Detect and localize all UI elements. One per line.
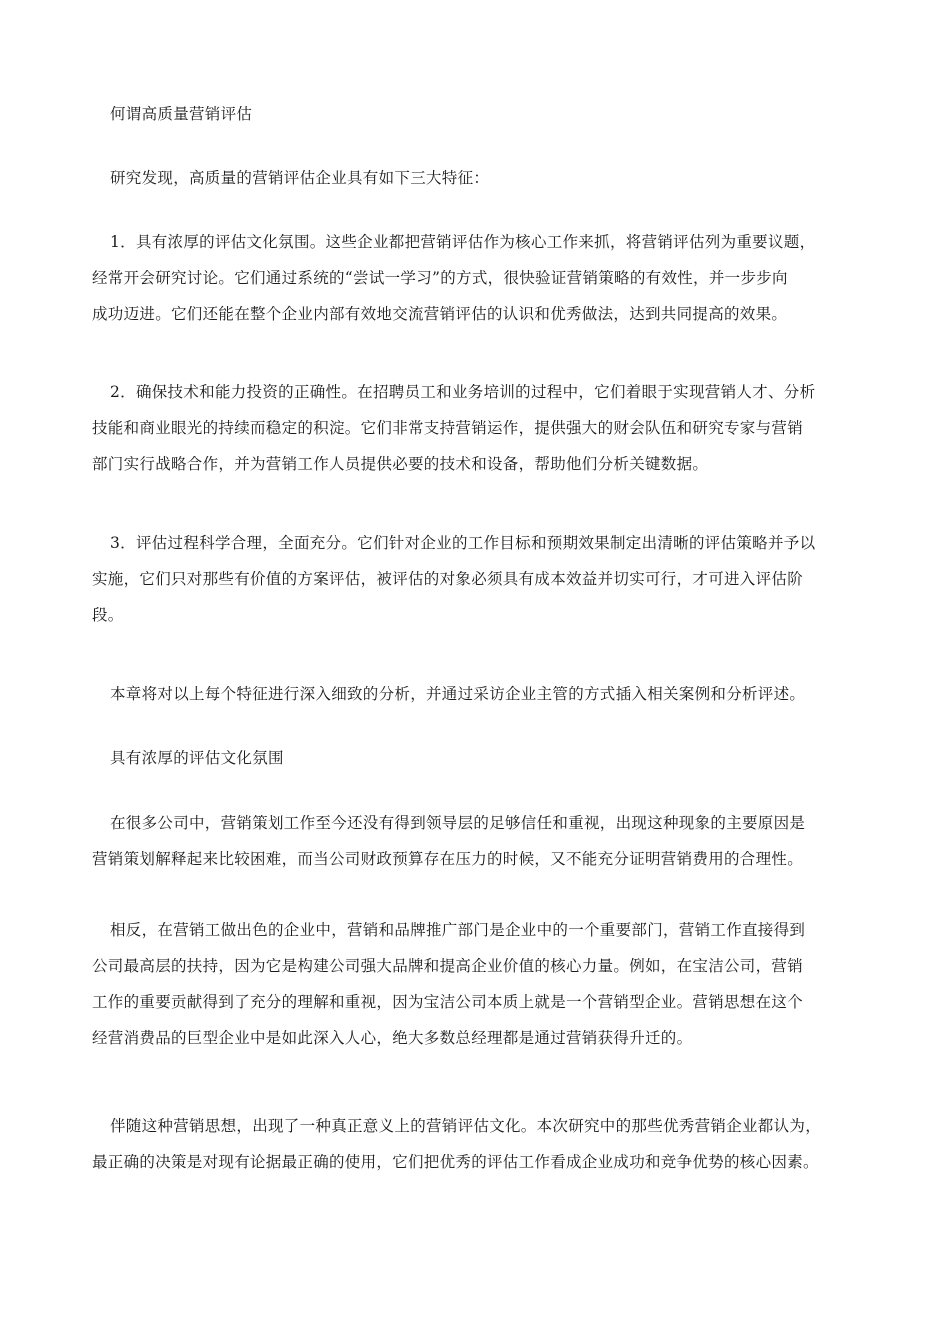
- intro-text: 研究发现，高质量的营销评估企业具有如下三大特征：: [110, 169, 490, 187]
- paragraph-line: 营销策划解释起来比较困难，而当公司财政预算存在压力的时候，又不能充分证明营销费用的合理性。: [92, 850, 804, 868]
- paragraph-line: 1．具有浓厚的评估文化氛围。这些企业都把营销评估作为核心工作来抓，将营销评估列为重要议题，: [110, 233, 816, 251]
- paragraph-line: 工作的重要贡献得到了充分的理解和重视，因为宝洁公司本质上就是一个营销型企业。营销思想在这个: [92, 993, 804, 1011]
- intro-paragraph: [92, 160, 862, 196]
- heading-high-quality-evaluation: [92, 96, 862, 132]
- paragraph-line: 3．评估过程科学合理，全面充分。它们针对企业的工作目标和预期效果制定出清晰的评估策略并予以: [110, 534, 816, 552]
- paragraph-line: 成功迈进。它们还能在整个企业内部有效地交流营销评估的认识和优秀做法，达到共同提高的效果。: [92, 305, 788, 323]
- paragraph-line: 技能和商业眼光的持续而稳定的积淀。它们非常支持营销运作，提供强大的财会队伍和研究专家与营销: [92, 419, 804, 437]
- point-2-paragraph: [92, 374, 862, 482]
- paragraph-line: 伴随这种营销思想，出现了一种真正意义上的营销评估文化。本次研究中的那些优秀营销企业都认为，: [110, 1117, 822, 1135]
- chapter-note-paragraph: [92, 676, 862, 712]
- paragraph-line: 相反，在营销工做出色的企业中，营销和品牌推广部门是企业中的一个重要部门，营销工作直接得到: [110, 921, 806, 939]
- paragraph-line: 最正确的决策是对现有论据最正确的使用，它们把优秀的评估工作看成企业成功和竞争优势的核心因素。: [92, 1153, 819, 1171]
- culture-paragraph-3: [92, 1108, 862, 1180]
- paragraph-line: 在很多公司中，营销策划工作至今还没有得到领导层的足够信任和重视，出现这种现象的主要原因是: [110, 814, 806, 832]
- paragraph-line: 部门实行战略合作，并为营销工作人员提供必要的技术和设备，帮助他们分析关键数据。: [92, 455, 709, 473]
- paragraph-line: 经营消费品的巨型企业中是如此深入人心，绝大多数总经理都是通过营销获得升迁的。: [92, 1029, 693, 1047]
- heading-text: 具有浓厚的评估文化氛围: [110, 749, 284, 767]
- point-3-paragraph: [92, 525, 862, 633]
- paragraph-line: 2．确保技术和能力投资的正确性。在招聘员工和业务培训的过程中，它们着眼于实现营销人才、分析: [110, 383, 816, 401]
- point-1-paragraph: [92, 224, 862, 332]
- culture-paragraph-1: [92, 805, 862, 877]
- paragraph-line: 经常开会研究讨论。它们通过系统的“尝试一学习”的方式，很快验证营销策略的有效性，并一步步向: [92, 269, 788, 287]
- heading-evaluation-culture: [92, 740, 862, 776]
- paragraph-line: 公司最高层的扶持，因为它是构建公司强大品牌和提高企业价值的核心力量。例如，在宝洁公司，营销: [92, 957, 804, 975]
- paragraph-line: 段。: [92, 606, 124, 624]
- chapter-note-text: 本章将对以上每个特征进行深入细致的分析，并通过采访企业主管的方式插入相关案例和分析评述。: [110, 685, 806, 703]
- paragraph-line: 实施，它们只对那些有价值的方案评估，被评估的对象必须具有成本效益并切实可行，才可进入评估阶: [92, 570, 804, 588]
- heading-text: 何谓高质量营销评估: [110, 105, 253, 123]
- culture-paragraph-2: [92, 912, 862, 1056]
